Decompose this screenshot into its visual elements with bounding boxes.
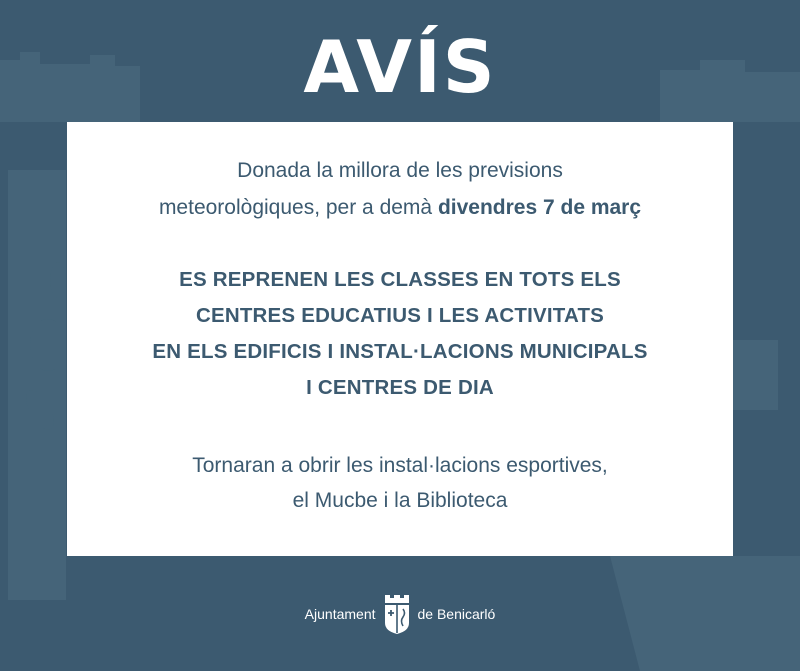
coat-of-arms-icon [382, 593, 412, 635]
headline-line-1: ES REPRENEN LES CLASSES EN TOTS ELS [179, 268, 621, 291]
page-title: AVÍS [303, 25, 497, 109]
intro-line-1: Donada la millora de les previsions [237, 159, 563, 182]
headline-line-2: CENTRES EDUCATIUS I LES ACTIVITATS [195, 304, 605, 327]
intro-text [67, 152, 733, 226]
headline-line-4: I CENTRES DE DIA [306, 376, 494, 399]
intro-date: divendres 7 de març [437, 196, 642, 219]
intro-line-2 [67, 189, 733, 226]
intro-line-2-regular: meteorològiques, per a demà [158, 196, 438, 219]
closing-line-1: Tornaran a obrir les instal·lacions esportives, [192, 454, 608, 477]
closing-text [67, 448, 733, 518]
headline-text [67, 262, 733, 406]
footer-left-text: Ajuntament [304, 606, 376, 622]
footer-right-text: de Benicarló [417, 606, 496, 622]
footer-logo [0, 592, 800, 636]
closing-line-2: el Mucbe i la Biblioteca [292, 489, 508, 512]
headline-line-3: EN ELS EDIFICIS I INSTAL·LACIONS MUNICIPALS [152, 340, 648, 363]
notice-card [67, 122, 733, 556]
